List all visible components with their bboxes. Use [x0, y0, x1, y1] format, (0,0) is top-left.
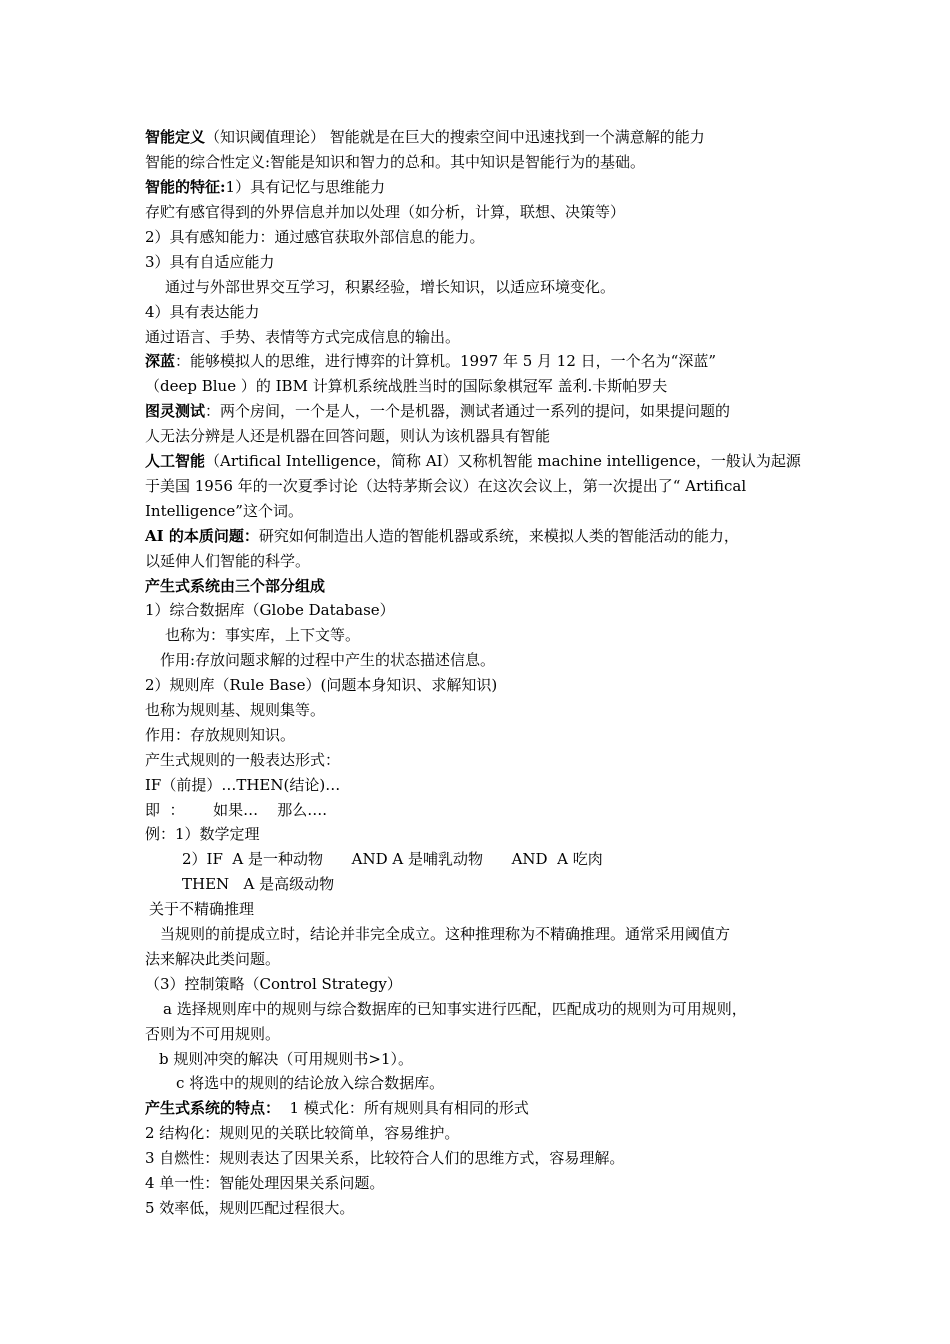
paragraph-line	[145, 576, 325, 596]
line-text: 1）具有记忆与思维能力	[225, 178, 386, 196]
paragraph-line	[145, 202, 625, 222]
paragraph-line	[145, 800, 327, 820]
paragraph-line	[145, 526, 739, 546]
paragraph-line	[145, 750, 340, 770]
line-text: 3）具有自适应能力	[145, 253, 275, 271]
line-text: 5 效率低，规则匹配过程很大。	[145, 1199, 355, 1217]
paragraph-line	[145, 775, 340, 795]
line-text: IF（前提）…THEN(结论)…	[145, 776, 341, 794]
line-text: 通过语言、手势、表情等方式完成信息的输出。	[145, 328, 461, 346]
paragraph-line	[145, 351, 716, 371]
line-text: 1）综合数据库（Globe Database）	[145, 601, 395, 619]
line-text: 3 自燃性：规则表达了因果关系，比较符合人们的思维方式，容易理解。	[145, 1149, 625, 1167]
line-text: 产生式规则的一般表达形式：	[145, 751, 341, 769]
line-text: a 选择规则库中的规则与综合数据库的已知事实进行匹配，匹配成功的规则为可用规则，	[163, 1000, 747, 1018]
paragraph-line	[145, 376, 667, 396]
line-text: ：能够模拟人的思维，进行博弈的计算机。1997 年 5 月 12 日，一个名为“深蓝”	[175, 352, 717, 370]
paragraph-line	[145, 700, 325, 720]
paragraph-line	[145, 1024, 280, 1044]
paragraph-line	[145, 1198, 354, 1218]
paragraph-line	[182, 874, 334, 894]
paragraph-line	[145, 451, 801, 471]
line-text: 以延伸人们智能的科学。	[145, 552, 311, 570]
paragraph-line	[160, 924, 730, 944]
paragraph-line	[159, 1049, 413, 1069]
line-text: 于美国 1956 年的一次夏季讨论（达特茅斯会议）在这次会议上，第一次提出了“ Artifical	[145, 477, 747, 495]
paragraph-line	[160, 650, 495, 670]
paragraph-line	[145, 675, 497, 695]
line-text: （知识阈值理论） 智能就是在巨大的搜索空间中迅速找到一个满意解的能力	[205, 128, 705, 146]
line-text: 2）规则库（Rule Base）(问题本身知识、求解知识)	[145, 676, 498, 694]
term-label: 深蓝	[145, 352, 176, 370]
line-text: 作用：存放规则知识。	[145, 726, 296, 744]
paragraph-line	[145, 327, 460, 347]
paragraph-line	[145, 949, 280, 969]
paragraph-line	[145, 127, 705, 147]
paragraph-line	[145, 1123, 459, 1143]
paragraph-line	[145, 401, 730, 421]
term-label: 图灵测试	[145, 402, 206, 420]
line-text: 也称为规则基、规则集等。	[145, 701, 326, 719]
line-text: 2 结构化：规则见的关联比较简单，容易维护。	[145, 1124, 460, 1142]
paragraph-line	[145, 227, 485, 247]
line-text: 4 单一性：智能处理因果关系问题。	[145, 1174, 385, 1192]
line-text: c 将选中的规则的结论放入综合数据库。	[176, 1074, 445, 1092]
line-text: 研究如何制造出人造的智能机器或系统，来模拟人类的智能活动的能力，	[258, 527, 739, 545]
paragraph-line	[145, 152, 645, 172]
line-text: 智能的综合性定义:智能是知识和智力的总和。其中知识是智能行为的基础。	[145, 153, 646, 171]
paragraph-line	[165, 277, 615, 297]
paragraph-line	[165, 625, 360, 645]
line-text: （3）控制策略（Control Strategy）	[145, 975, 402, 993]
line-text: 法来解决此类问题。	[145, 950, 281, 968]
term-label: AI 的本质问题：	[145, 527, 259, 545]
line-text: 当规则的前提成立时，结论并非完全成立。这种推理称为不精确推理。通常采用阈值方	[160, 925, 731, 943]
line-text: b 规则冲突的解决（可用规则书>1）。	[159, 1050, 413, 1068]
paragraph-line	[145, 252, 275, 272]
paragraph-line	[145, 501, 303, 521]
line-text: 1 模式化：所有规则具有相同的形式	[280, 1099, 529, 1117]
term-label: 产生式系统由三个部分组成	[145, 577, 326, 595]
paragraph-line	[145, 600, 395, 620]
paragraph-line	[145, 1148, 624, 1168]
paragraph-line	[145, 426, 550, 446]
term-label: 产生式系统的特点：	[145, 1099, 281, 1117]
paragraph-line	[182, 849, 603, 869]
paragraph-line	[145, 476, 746, 496]
line-text: 通过与外部世界交互学习，积累经验，增长知识，以适应环境变化。	[165, 278, 616, 296]
line-text: 关于不精确推理	[149, 900, 255, 918]
paragraph-line	[145, 551, 310, 571]
line-text: （Artifical Intelligence，简称 AI）又称机智能 machine intelligence，一般认为起源	[205, 452, 801, 470]
line-text: 例：1）数学定理	[145, 825, 260, 843]
paragraph-line	[145, 725, 295, 745]
term-label: 智能的特征:	[145, 178, 226, 196]
line-text: 即 ： 如果… 那么….	[145, 801, 327, 819]
line-text: 2）IF A 是一种动物 AND A 是哺乳动物 AND A 吃肉	[182, 850, 603, 868]
line-text: THEN A 是高级动物	[182, 875, 335, 893]
paragraph-line	[145, 1173, 384, 1193]
line-text: ：两个房间，一个是人，一个是机器，测试者通过一系列的提问，如果提问题的	[205, 402, 731, 420]
line-text: 2）具有感知能力：通过感官获取外部信息的能力。	[145, 228, 485, 246]
paragraph-line	[145, 302, 260, 322]
paragraph-line	[163, 999, 747, 1019]
paragraph-line	[145, 974, 402, 994]
line-text: 人无法分辨是人还是机器在回答问题，则认为该机器具有智能	[145, 427, 551, 445]
paragraph-line	[149, 899, 254, 919]
line-text: （deep Blue ）的 IBM 计算机系统战胜当时的国际象棋冠军 盖利.卡斯帕罗夫	[145, 377, 668, 395]
line-text: 也称为：事实库，上下文等。	[165, 626, 361, 644]
line-text: 否则为不可用规则。	[145, 1025, 281, 1043]
paragraph-line	[176, 1073, 444, 1093]
term-label: 人工智能	[145, 452, 206, 470]
line-text: 4）具有表达能力	[145, 303, 260, 321]
line-text: 存贮有感官得到的外界信息并加以处理（如分析，计算，联想、决策等）	[145, 203, 626, 221]
paragraph-line	[145, 1098, 529, 1118]
line-text: 作用:存放问题求解的过程中产生的状态描述信息。	[160, 651, 496, 669]
line-text: Intelligence”这个词。	[145, 502, 303, 520]
paragraph-line	[145, 177, 385, 197]
paragraph-line	[145, 824, 260, 844]
term-label: 智能定义	[145, 128, 206, 146]
